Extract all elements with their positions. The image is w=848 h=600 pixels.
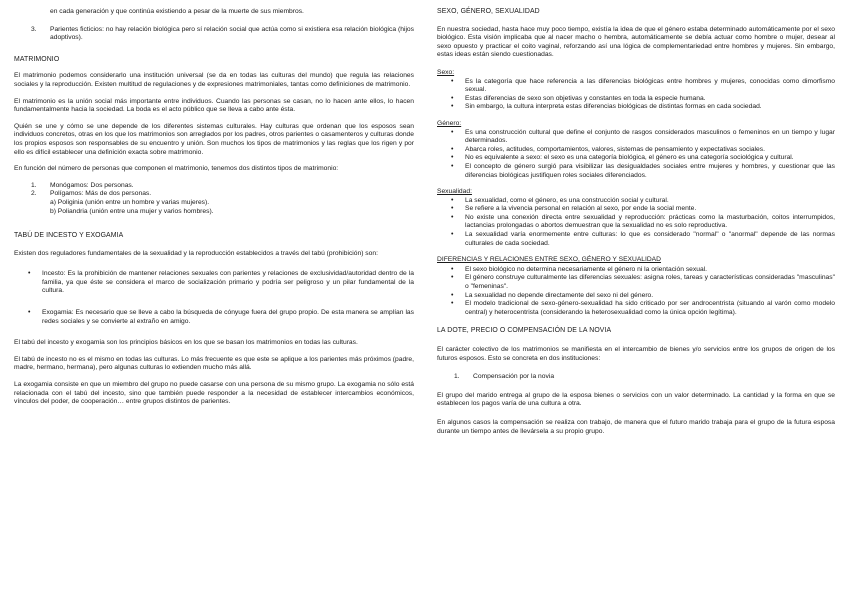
bullet-icon: • [451,274,454,282]
bullet-icon: • [28,309,31,317]
bullet-icon: • [451,196,454,204]
dote-list [437,373,835,382]
list-item [14,26,414,43]
list-item [437,300,835,317]
bullet-icon: • [451,145,454,153]
item-text: Sin embargo, la cultura interpreta estas diferencias biológicas de distintas formas en cada sociedad. [465,103,762,111]
paragraph: El carácter colectivo de los matrimonios se manifiesta en el intercambio de bienes y/o servicios entre los grupos de origen de los futuros esposos. Esto se concreta en dos instituciones: [437,346,835,362]
sexo-bullet-list [437,78,835,112]
genero-bullet-list [437,129,835,181]
paragraph: El tabú de incesto no es el mismo en todas las culturas. Lo más frecuente es que este se aplique a los parientes más próximos (padre, madre, hermano, hermana), pero algunas culturas lo extienden mucho más allá. [14,355,414,372]
item-text: No es equivalente a sexo: el sexo es una categoría biológica, el género es una categoría sociológica y cultural. [465,154,794,162]
item-text: Parientes ficticios: no hay relación biológica pero sí relación social que actúa como si existiera esa relación biológica (hijos adoptivos). [50,25,414,42]
bullet-icon: • [451,213,454,221]
item-text: No existe una conexión directa entre sexualidad y reproducción: prácticas como la masturbación, coitos interrumpidos, lactancias prolongadas o abortos demuestran que la sexualidad no es solo reproductiva. [465,213,835,230]
tabu-bullet-list [14,270,414,326]
item-number: 1. [454,373,460,381]
list-item [437,95,835,104]
item-text: El modelo tradicional de sexo-género-sexualidad ha sido criticado por ser androcentrista (situando al varón como modelo central) y heterocentrista (considerando la heterosexualidad como la única opción legítima). [465,300,835,316]
kinship-list [14,26,414,43]
list-item [437,163,835,180]
item-text: El género construye culturalmente las diferencias sexuales: asigna roles, tareas y características consideradas "masculinas" o "femeninas". [465,274,835,291]
bullet-icon: • [451,291,454,299]
bullet-icon: • [451,77,454,85]
diferencias-bullet-list [437,266,835,318]
subtype-item: b) Poliandria (unión entre una mujer y varios hombres). [50,207,214,215]
item-text: Es una construcción cultural que define el conjunto de rasgos considerados masculinos o femeninos en un tiempo y lugar determinados. [465,128,835,145]
list-item [437,197,835,206]
bullet-icon: • [451,154,454,162]
list-item [437,103,835,112]
paragraph: El grupo del marido entrega al grupo de la esposa bienes o servicios con un valor determinado. La cantidad y la forma en que se establecen los pagos varía de una cultura a otra. [437,391,835,408]
item-number: 2. [31,190,37,198]
sexualidad-bullet-list [437,197,835,249]
item-text: Incesto: Es la prohibición de mantener relaciones sexuales con parientes y relaciones de exclusividad/autoridad dentro de la familia, ya que éste se considera el marco de socialización primario y podría ser peligroso y un pilar fundamental de la cultura. [42,270,414,295]
list-item [437,266,835,275]
list-item [14,190,414,199]
bullet-icon: • [451,265,454,273]
diferencias-heading: DIFERENCIAS Y RELACIONES ENTRE SEXO, GÉNERO Y SEXUALIDAD [437,256,661,264]
paragraph: En algunos casos la compensación se realiza con trabajo, de manera que el futuro marido trabaja para el grupo de la futura esposa durante un tiempo antes de llevársela a su propio grupo. [437,418,835,435]
item-text: Se refiere a la vivencia personal en relación al sexo, por ende la social mente. [465,205,697,213]
list-item [437,78,835,95]
list-item [437,146,835,155]
item-text: Polígamos: Más de dos personas. [50,190,152,198]
paragraph: El tabú del incesto y exogamia son los principios básicos en los que se basan los matrimonios en todas las culturas. [14,339,358,347]
bullet-icon: • [451,162,454,170]
left-column [14,8,414,407]
list-item [437,205,835,214]
bullet-icon: • [28,270,31,278]
item-text: El sexo biológico no determina necesariamente el género ni la orientación sexual. [465,265,708,273]
item-text: La sexualidad, como el género, es una construcción social y cultural. [465,196,669,204]
paragraph: El matrimonio podemos considerarlo una institución universal (se da en todas las culturas del mundo) que regula las relaciones sociales y la reproducción. Existen multitud de regulaciones y de expresiones matrimoniales, tantas como definiciones de matrimonio. [14,72,414,88]
item-number: 3. [31,25,37,33]
list-item [437,373,835,382]
paragraph: En función del número de personas que componen el matrimonio, tenemos dos distintos tipos de matrimonio: [14,165,339,173]
sexo-heading: SEXO, GÉNERO, SEXUALIDAD [437,8,540,15]
sexualidad-label: Sexualidad: [437,188,472,196]
right-column [437,8,835,436]
list-item [437,154,835,163]
item-text: Es la categoría que hace referencia a las diferencias biológicas entre hombres y mujeres, conocidas como dimorfismo sexual. [465,77,835,94]
paragraph: El matrimonio es la unión social más importante entre individuos. Cuando las personas se casan, no lo hacen ante ellos, lo hacen fundamentalmente hacia la sociedad. La boda es el acto público que se lleva a cabo ante ésta. [14,97,414,114]
genero-label: Género: [437,119,462,127]
list-item [437,129,835,146]
bullet-icon: • [451,205,454,213]
paragraph: Existen dos reguladores fundamentales de la sexualidad y la reproducción establecidos a través del tabú (prohibición) son: [14,249,378,257]
sexo-label: Sexo: [437,68,455,76]
item-text: Compensación por la novia [473,373,555,381]
paragraph: La exogamia consiste en que un miembro del grupo no puede casarse con una persona de su mismo grupo. La exogamia no sólo está relacionada con el tabú del incesto, sino que también puede responder a la necesidad de establecer intercambios económicos, vínculos del poder, de cooperación… entre grupos distintos de parientes. [14,381,414,406]
bullet-icon: • [451,128,454,136]
item-text: Monógamos: Dos personas. [50,181,134,189]
bullet-icon: • [451,94,454,102]
item-text: Exogamia: Es necesario que se lleve a cabo la búsqueda de cónyuge fuera del grupo propio. De esta manera se amplían las redes sociales y se convierte al extraño en amigo. [42,309,414,325]
bullet-icon: • [451,231,454,239]
item-text: Abarca roles, actitudes, comportamientos, valores, sistemas de pensamiento y expectativas sociales. [465,145,765,153]
tabu-heading: TABÚ DE INCESTO Y EXOGAMIA [14,232,124,240]
matrimonio-heading: MATRIMONIO [14,55,60,63]
list-item [437,274,835,291]
item-text: Estas diferencias de sexo son objetivas y constantes en toda la especie humana. [465,94,706,102]
list-item [437,292,835,301]
bullet-icon: • [451,103,454,111]
marriage-types-list [14,182,414,199]
item-number: 1. [31,181,37,189]
paragraph: En nuestra sociedad, hasta hace muy poco tiempo, existía la idea de que el género estaba determinado automáticamente por el sexo biológico. Esta visión implicaba que al nacer macho o hembra, automáticamente se debía actuar como hombre o mujer, desear al sexo opuesto y practicar el coito vaginal, reforzando así una lógica de complementariedad entre hombres y mujeres. Sin embargo, estas ideas están siendo cuestionadas. [437,25,835,59]
intro-continuation: en cada generación y que continúa existiendo a pesar de la muerte de sus miembros. [50,8,304,15]
list-item [14,270,414,296]
list-item [437,214,835,231]
bullet-icon: • [451,300,454,308]
subtype-item: a) Poliginia (unión entre un hombre y varias mujeres). [50,198,210,206]
item-text: La sexualidad varía enormemente entre culturas: lo que es considerado "normal" o "anormal" depende de las normas culturales de cada sociedad. [465,231,835,247]
item-text: El concepto de género surgió para visibilizar las desigualdades sociales entre mujeres y hombres, y cuestionar que las diferencias biológicas justifiquen roles sociales diferenciados. [465,162,835,179]
paragraph: Quién se une y cómo se une depende de los diferentes sistemas culturales. Hay culturas que ordenan que los esposos sean individuos concretos, otras en los que los matrimonios son arreglados por los padres, otros parientes o casamenteros y culturas donde los propios esposos son responsables de su encuentro y unión. Son muchos los tipos de matrimonios y las reglas que los rigen y por ello es difícil establecer una definición exacta sobre matrimonio. [14,122,414,156]
item-text: La sexualidad no depende directamente del sexo ni del género. [465,291,654,299]
list-item [14,182,414,191]
list-item [437,231,835,248]
list-item [14,309,414,326]
dote-heading: LA DOTE, PRECIO O COMPENSACIÓN DE LA NOVIA [437,327,612,335]
